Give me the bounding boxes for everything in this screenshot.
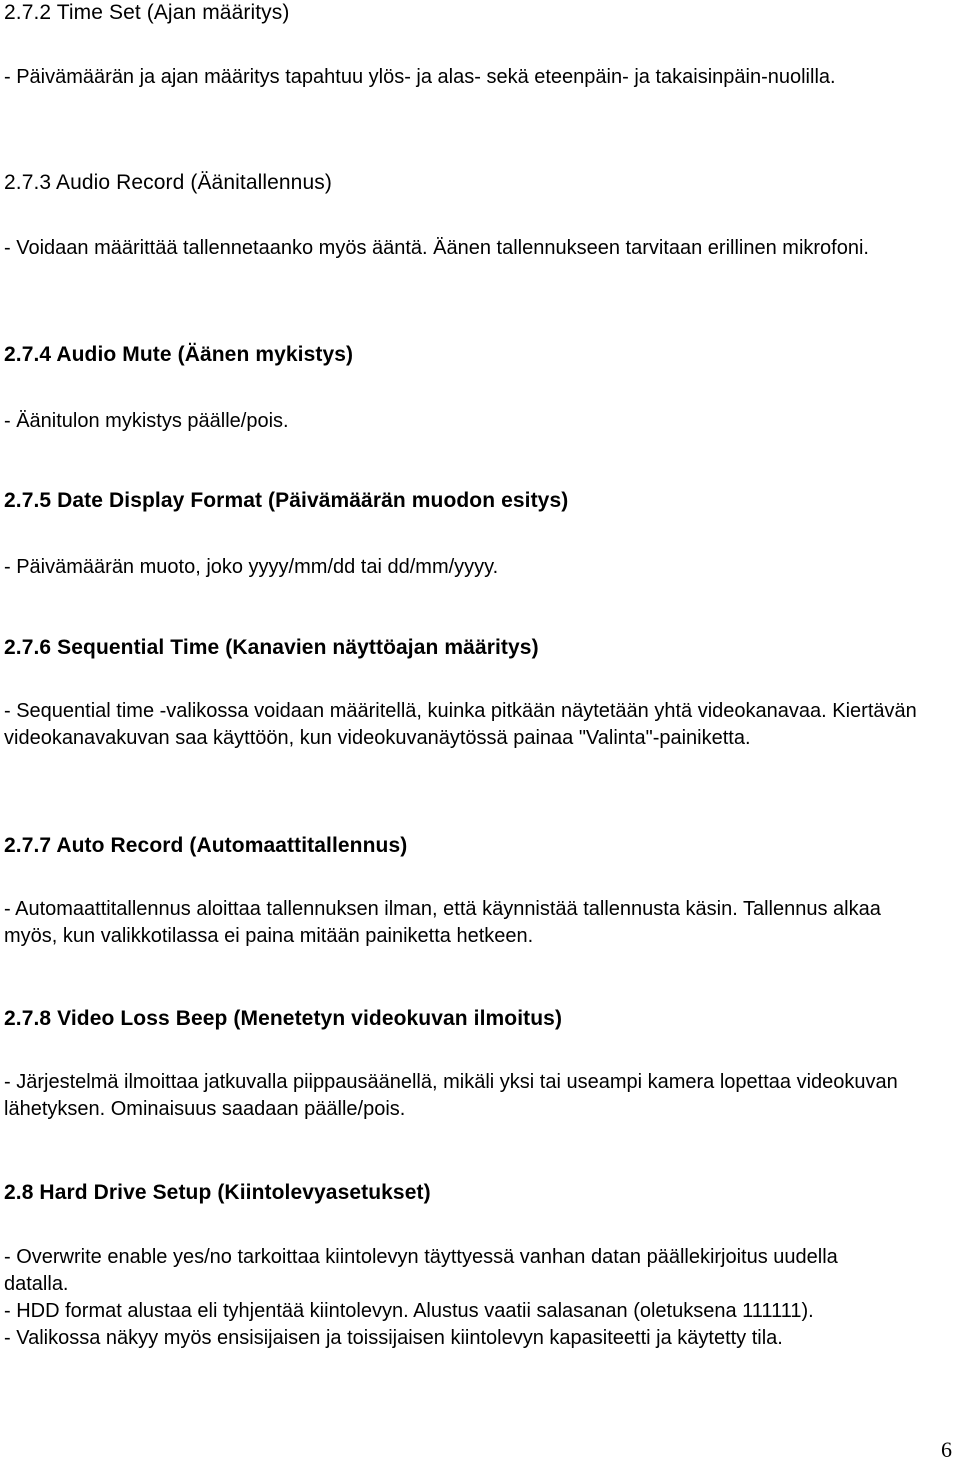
section-paragraph: - Valikossa näkyy myös ensisijaisen ja toissijaisen kiintolevyn kapasiteetti ja käytetty tila. xyxy=(4,1327,783,1349)
section-heading: 2.7.8 Video Loss Beep (Menetetyn videokuvan ilmoitus) xyxy=(4,1007,563,1030)
section-sequential-time xyxy=(4,635,942,752)
section-heading: 2.7.5 Date Display Format (Päivämäärän muodon esitys) xyxy=(4,489,569,512)
section-auto-record xyxy=(4,833,942,950)
section-heading: 2.7.6 Sequential Time (Kanavien näyttöajan määritys) xyxy=(4,636,539,659)
section-paragraph: - Overwrite enable yes/no tarkoittaa kiintolevyn täyttyessä vanhan datan päällekirjoitus uudella datalla. xyxy=(4,1246,838,1295)
section-heading: 2.7.7 Auto Record (Automaattitallennus) xyxy=(4,834,408,857)
section-heading: 2.7.2 Time Set (Ajan määritys) xyxy=(4,1,290,24)
section-paragraph: - Sequential time -valikossa voidaan määritellä, kuinka pitkään näytetään yhtä videokanavaa. Kiertävän videokanavakuvan saa käyttöön, kun videokuvanäytössä painaa "Valinta"-painiketta. xyxy=(4,700,917,749)
section-paragraph: - Päivämäärän muoto, joko yyyy/mm/dd tai dd/mm/yyyy. xyxy=(4,556,499,578)
section-audio-mute xyxy=(4,342,942,435)
page-number: 6 xyxy=(941,1437,952,1462)
section-time-set xyxy=(4,0,942,91)
section-heading: 2.7.3 Audio Record (Äänitallennus) xyxy=(4,171,332,194)
section-paragraph: - HDD format alustaa eli tyhjentää kiintolevyn. Alustus vaatii salasanan (oletuksena 111111). xyxy=(4,1300,814,1322)
section-paragraph: - Järjestelmä ilmoittaa jatkuvalla piippausäänellä, mikäli yksi tai useampi kamera lopettaa videokuvan lähetyksen. Ominaisuus saadaan päälle/pois. xyxy=(4,1071,898,1120)
section-heading: 2.8 Hard Drive Setup (Kiintolevyasetukset) xyxy=(4,1181,431,1204)
section-paragraph: - Äänitulon mykistys päälle/pois. xyxy=(4,410,289,432)
section-audio-record xyxy=(4,170,942,262)
section-hard-drive-setup xyxy=(4,1180,942,1352)
section-paragraph: - Päivämäärän ja ajan määritys tapahtuu ylös- ja alas- sekä eteenpäin- ja takaisinpäin-nuolilla. xyxy=(4,66,836,88)
section-paragraph: - Automaattitallennus aloittaa tallennuksen ilman, että käynnistää tallennusta käsin. Tallennus alkaa myös, kun valikkotilassa ei paina mitään painiketta hetkeen. xyxy=(4,898,881,947)
section-date-display-format xyxy=(4,488,942,581)
section-video-loss-beep xyxy=(4,1006,942,1123)
section-heading: 2.7.4 Audio Mute (Äänen mykistys) xyxy=(4,343,354,366)
section-paragraph: - Voidaan määrittää tallennetaanko myös ääntä. Äänen tallennukseen tarvitaan erillinen mikrofoni. xyxy=(4,237,869,259)
